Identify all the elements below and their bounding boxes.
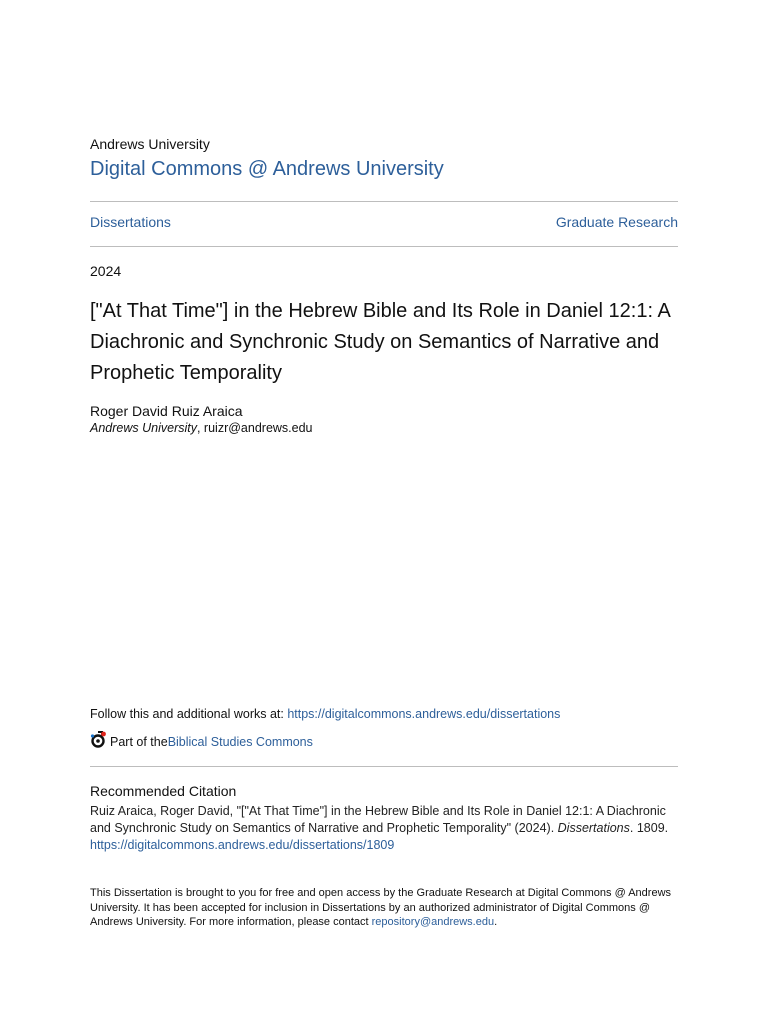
contact-email-link[interactable]: repository@andrews.edu xyxy=(371,916,495,928)
nav-divider xyxy=(90,246,678,247)
follow-label: Follow this and additional works at: xyxy=(90,707,288,721)
graduate-research-link[interactable]: Graduate Research xyxy=(555,214,678,230)
affiliation-institution: Andrews University xyxy=(90,421,197,435)
dissertations-link[interactable]: Dissertations xyxy=(90,214,171,230)
repository-link[interactable]: Digital Commons @ Andrews University xyxy=(90,158,444,180)
citation-main: Ruiz Araica, Roger David, "["At That Time"] in the Hebrew Bible and Its Role in Daniel 12:1: A Diachronic and Synchronic Study on Semantics of Narrative and Prophetic Temporality" (2024). xyxy=(90,804,666,835)
follow-line xyxy=(90,707,560,721)
part-of-line xyxy=(90,731,313,752)
access-end: . xyxy=(494,916,498,928)
author-name: Roger David Ruiz Araica xyxy=(90,403,243,419)
citation-divider xyxy=(90,766,678,767)
cover-page xyxy=(90,0,678,1024)
author-affiliation xyxy=(90,421,313,435)
top-divider xyxy=(90,201,678,202)
follow-url-link[interactable]: https://digitalcommons.andrews.edu/dissertations xyxy=(287,707,561,721)
citation-number: . 1809. xyxy=(629,821,669,835)
access-statement xyxy=(90,886,678,930)
access-text: This Dissertation is brought to you for free and open access by the Graduate Research at Digital Commons @ Andrews University. It has been accepted for inclusion in Dissertations by an authorized administrator of Digital Commons @ Andrews University. For more information, please contact xyxy=(90,887,672,928)
institution-name: Andrews University xyxy=(90,136,210,152)
publication-year: 2024 xyxy=(90,263,122,279)
citation-heading: Recommended Citation xyxy=(90,783,237,799)
commons-network-icon xyxy=(90,731,110,752)
document-title: ["At That Time"] in the Hebrew Bible and Its Role in Daniel 12:1: A Diachronic and Synchronic Study on Semantics of Narrative and Prophetic Temporality xyxy=(90,300,670,384)
citation-text xyxy=(90,803,678,854)
part-of-label: Part of the xyxy=(110,734,168,749)
citation-series: Dissertations xyxy=(557,821,630,835)
biblical-studies-commons-link[interactable]: Biblical Studies Commons xyxy=(167,734,313,749)
author-email: , ruizr@andrews.edu xyxy=(196,421,313,435)
citation-url-link[interactable]: https://digitalcommons.andrews.edu/dissertations/1809 xyxy=(90,838,395,852)
